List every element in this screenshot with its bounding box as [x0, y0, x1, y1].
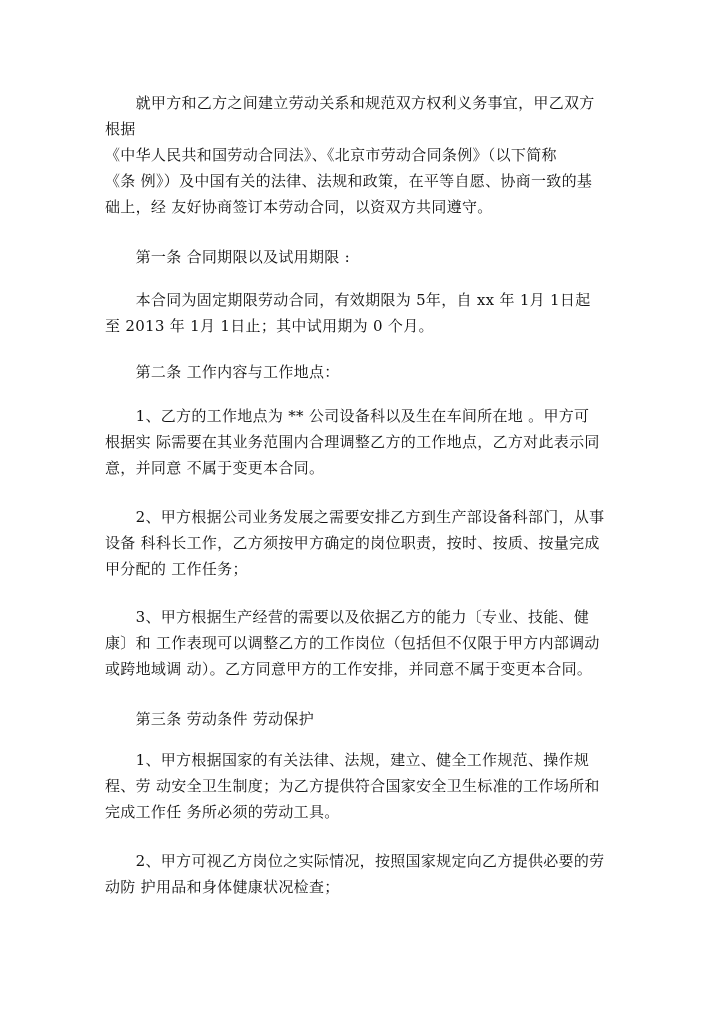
text-line: 《中华人民共和国劳动合同法》、《北京市劳动合同条例》（以下简称 [105, 146, 557, 164]
text-line: 1、甲方根据国家的有关法律、法规，建立、健全工作规范、操作规 [105, 751, 590, 769]
text-line: 完成工作任 务所必须的劳动工具。 [105, 803, 340, 821]
text-line: 1、乙方的工作地点为 ** 公司设备科以及生在车间所在地 。甲方可 [105, 407, 590, 425]
article-2-item-3 [105, 604, 605, 682]
text-line: 至 2013 年 1月 1日止；其中试用期为 0 个月。 [105, 317, 434, 335]
article-3-heading [105, 706, 605, 732]
text-line: 3、甲方根据生产经营的需要以及依据乙方的能力〔专业、技能、健 [105, 608, 590, 626]
text-line: 动防 护用品和身体健康状况检查； [105, 878, 340, 896]
text-line: 《条 例》）及中国有关的法律、法规和政策，在平等自愿、协商一致的基 [105, 172, 593, 190]
text-line: 2、甲方根据公司业务发展之需要安排乙方到生产部设备科部门，从事 [105, 508, 605, 526]
text-line: 根据实 际需要在其业务范围内合理调整乙方的工作地点，乙方对此表示同 [105, 433, 600, 451]
article-3-item-2 [105, 848, 605, 900]
text-line: 意，并同意 不属于变更本合同。 [105, 459, 325, 477]
article-2-item-2 [105, 504, 605, 582]
text-line: 甲分配的 工作任务； [105, 560, 248, 578]
text-line: 本合同为固定期限劳动合同，有效期限为 5年，自 xx 年 1月 1日起 [105, 291, 591, 309]
article-2-item-1 [105, 403, 605, 481]
article-3-item-1 [105, 747, 605, 825]
text-line: 就甲方和乙方之间建立劳动关系和规范双方权利义务事宜，甲乙双方 [105, 94, 595, 112]
article-2-heading [105, 359, 605, 385]
article-1-paragraph [105, 287, 605, 339]
heading-line: 第一条 合同期限以及试用期限 : [105, 248, 350, 266]
article-1-heading [105, 244, 605, 270]
heading-line: 第二条 工作内容与工作地点： [105, 363, 340, 381]
intro-paragraph [105, 90, 605, 220]
text-line: 程、劳 动安全卫生制度；为乙方提供符合国家安全卫生标准的工作场所和 [105, 777, 600, 795]
heading-line: 第三条 劳动条件 劳动保护 [105, 710, 315, 728]
text-line: 或跨地域调 动）。乙方同意甲方的工作安排，并同意不属于变更本合同。 [105, 660, 593, 678]
text-line: 康〕和 工作表现可以调整乙方的工作岗位（包括但不仅限于甲方内部调动 [105, 634, 600, 652]
text-line: 2、甲方可视乙方岗位之实际情况，按照国家规定向乙方提供必要的劳 [105, 852, 605, 870]
text-line: 设备 科科长工作，乙方须按甲方确定的岗位职责，按时、按质、按量完成 [105, 534, 600, 552]
text-line: 础上，经 友好协商签订本劳动合同，以资双方共同遵守。 [105, 198, 493, 216]
text-line: 根据 [105, 120, 136, 138]
